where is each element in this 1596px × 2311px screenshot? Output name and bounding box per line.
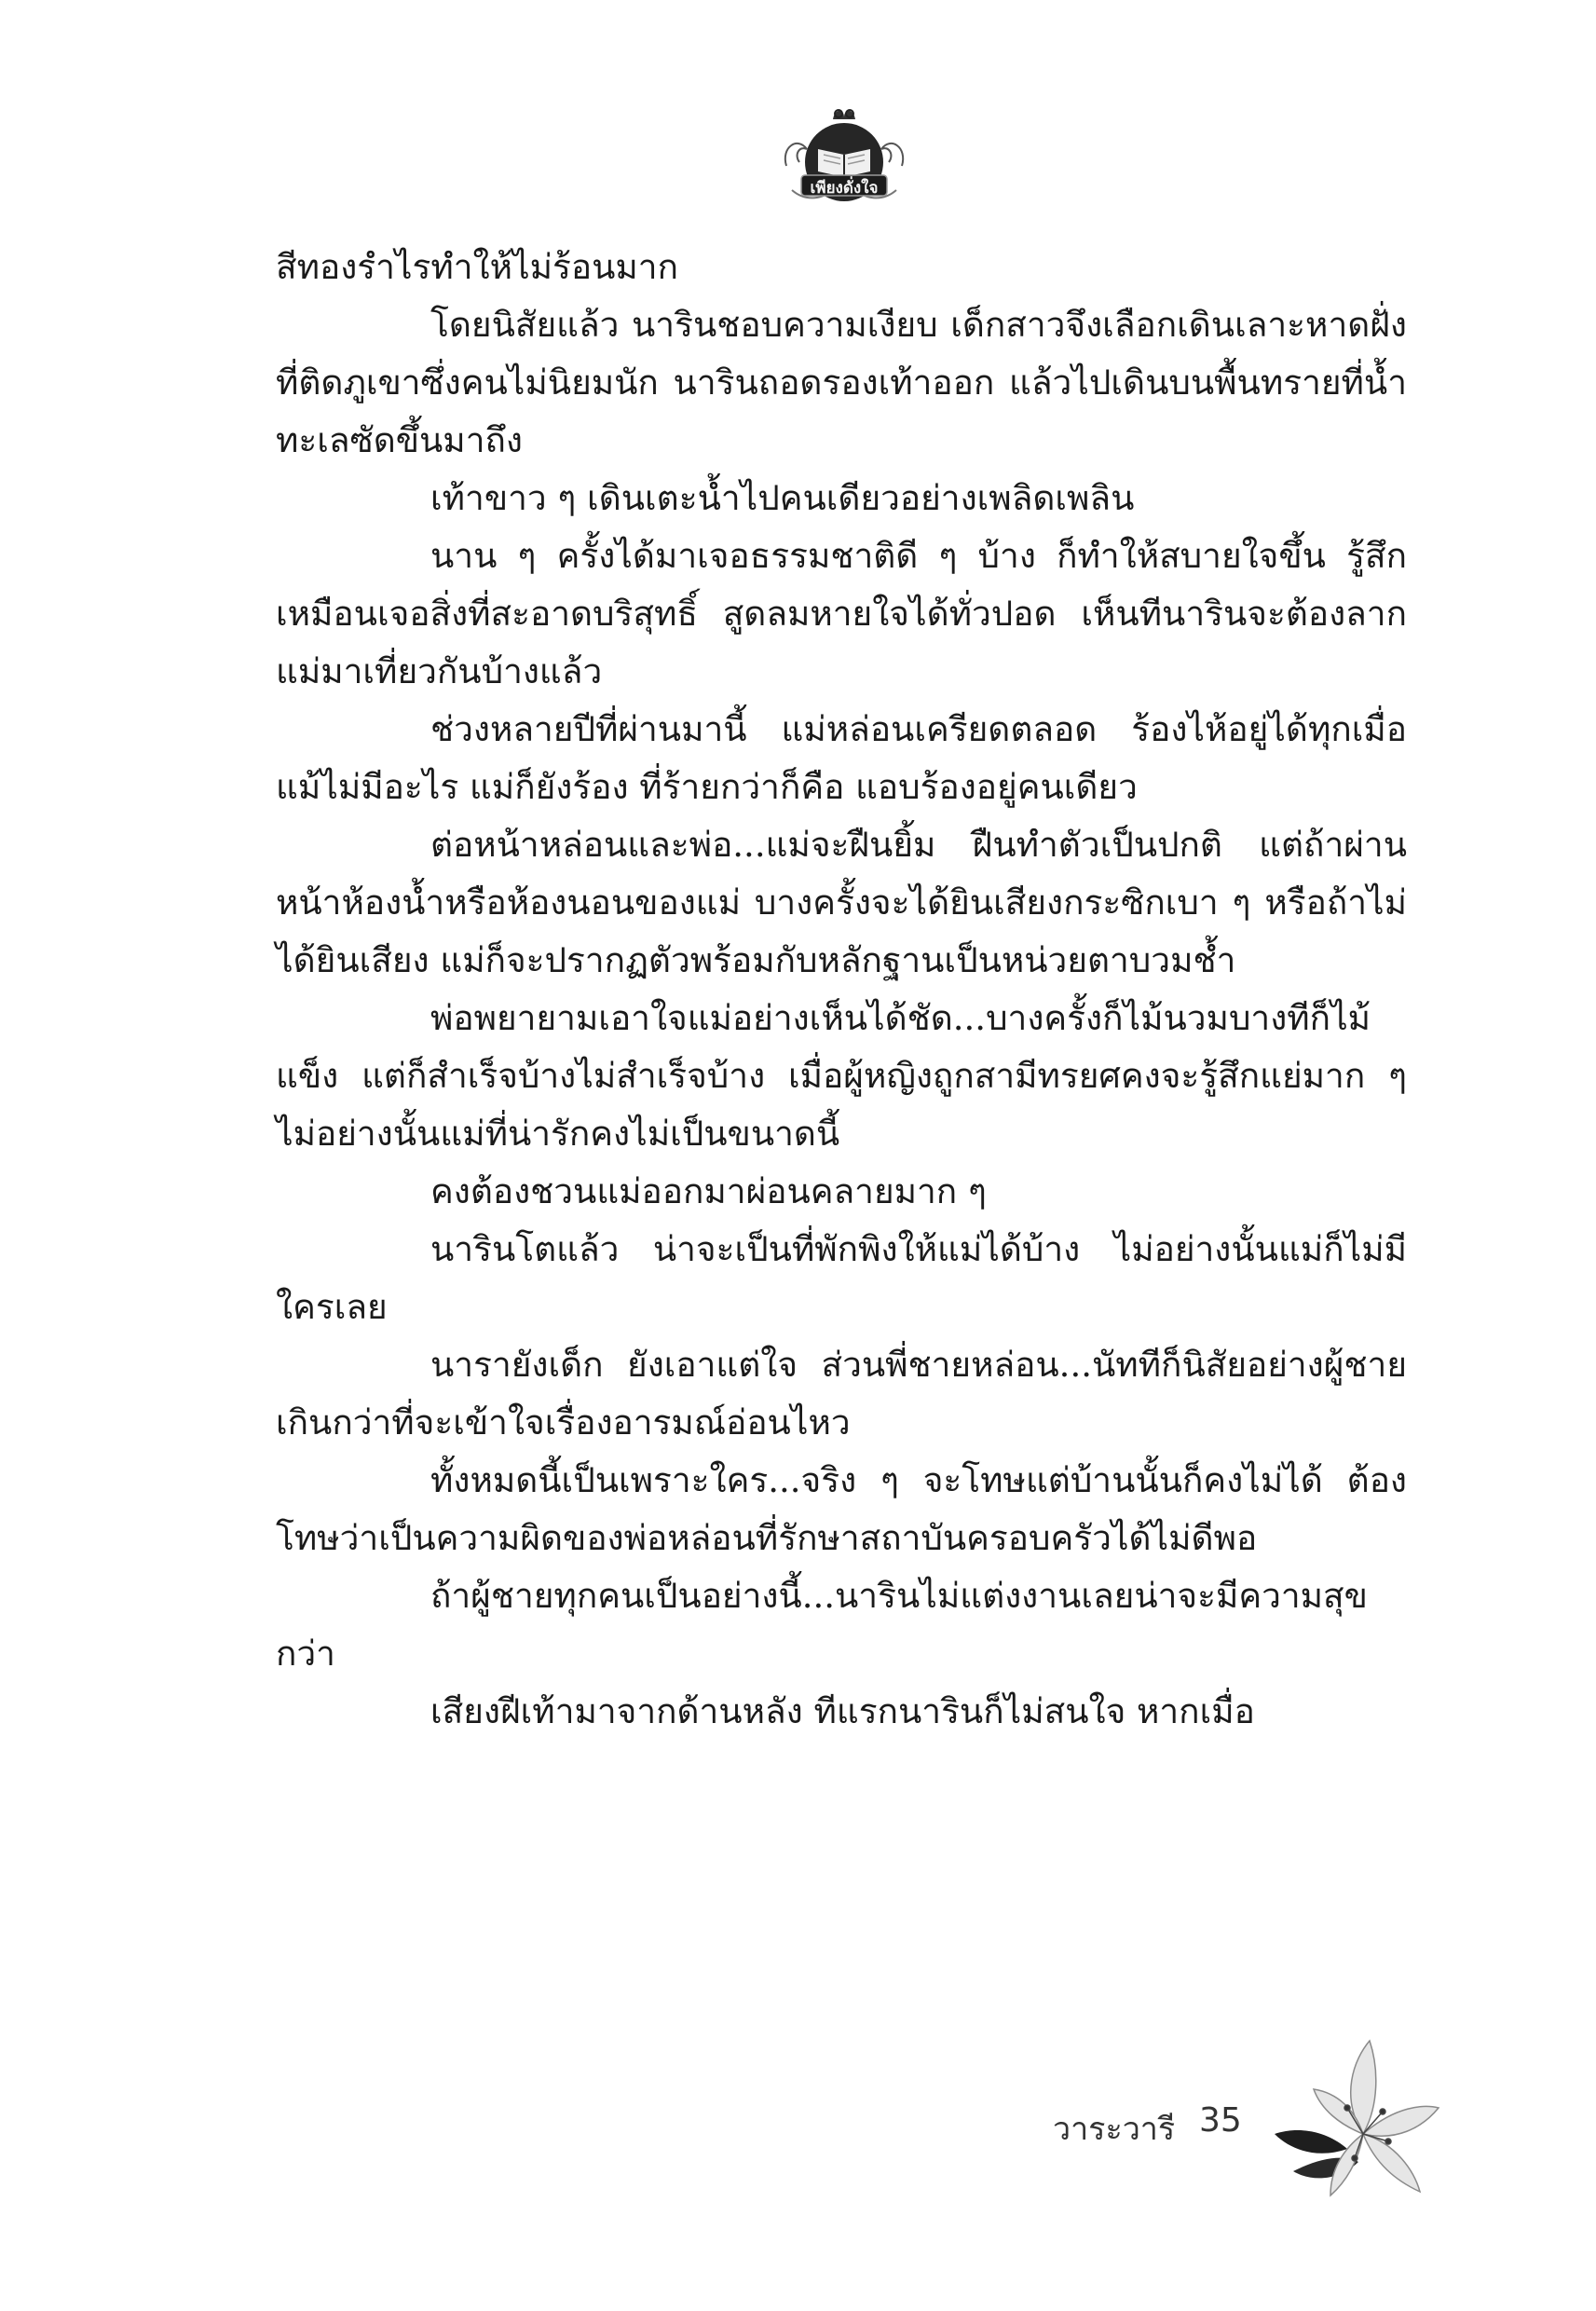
logo-text: เพียงดั่งใจ	[810, 179, 879, 198]
lily-flower-icon	[1265, 2031, 1442, 2199]
publisher-logo	[779, 101, 909, 211]
paragraph: ทั้งหมดนี้เป็นเพราะใคร...จริง ๆ จะโทษแต่บ้านนั้นก็คงไม่ได้ ต้องโทษว่าเป็นความผิดของพ่อหล่อนที่รักษาสถาบันครอบครัวได้ไม่ดีพอ	[276, 1460, 1407, 1558]
running-footer-title: วาระวารี	[1053, 2111, 1176, 2148]
page-number: 35	[1199, 2101, 1242, 2140]
paragraph: เท้าขาว ๆ เดินเตะน้ำไปคนเดียวอย่างเพลิดเพลิน	[430, 478, 1135, 518]
paragraph: พ่อพยายามเอาใจแม่อย่างเห็นได้ชัด...บางครั้งก็ไม้นวมบางทีก็ไม้แข็ง แต่ก็สำเร็จบ้างไม่สำเร็จบ้าง เมื่อผู้หญิงถูกสามีทรยศคงจะรู้สึกแย่มาก ๆ ไม่อย่างนั้นแม่ที่น่ารักคงไม่เป็นขนาดนี้	[276, 998, 1407, 1154]
paragraph: คงต้องชวนแม่ออกมาผ่อนคลายมาก ๆ	[430, 1171, 987, 1211]
paragraph: นาน ๆ ครั้งได้มาเจอธรรมชาติดี ๆ บ้าง ก็ทำให้สบายใจขึ้น รู้สึกเหมือนเจอสิ่งที่สะอาดบริสุทธิ์ สูดลมหายใจได้ทั่วปอด เห็นทีนารินจะต้องลากแม่มาเที่ยวกันบ้างแล้ว	[276, 536, 1407, 691]
paragraph: ถ้าผู้ชายทุกคนเป็นอย่างนี้...นารินไม่แต่งงานเลยน่าจะมีความสุขกว่า	[276, 1576, 1368, 1674]
paragraph: ต่อหน้าหล่อนและพ่อ...แม่จะฝืนยิ้ม ฝืนทำตัวเป็นปกติ แต่ถ้าผ่านหน้าห้องน้ำหรือห้องนอนของแม่ บางครั้งจะได้ยินเสียงกระซิกเบา ๆ หรือถ้าไม่ได้ยินเสียง แม่ก็จะปรากฏตัวพร้อมกับหลักฐานเป็นหน่วยตาบวมช้ำ	[276, 825, 1407, 980]
body-text	[276, 239, 1407, 1741]
paragraph: นารินโตแล้ว น่าจะเป็นที่พักพิงให้แม่ได้บ้าง ไม่อย่างนั้นแม่ก็ไม่มีใครเลย	[276, 1229, 1407, 1327]
paragraph: นารายังเด็ก ยังเอาแต่ใจ ส่วนพี่ชายหล่อน...นัททีก็นิสัยอย่างผู้ชายเกินกว่าที่จะเข้าใจเรื่องอารมณ์อ่อนไหว	[276, 1345, 1407, 1443]
paragraph: โดยนิสัยแล้ว นารินชอบความเงียบ เด็กสาวจึงเลือกเดินเลาะหาดฝั่งที่ติดภูเขาซึ่งคนไม่นิยมนัก นารินถอดรองเท้าออก แล้วไปเดินบนพื้นทรายที่น้ำทะเลซัดขึ้นมาถึง	[276, 305, 1407, 460]
paragraph: สีทองรำไรทำให้ไม่ร้อนมาก	[276, 247, 678, 287]
paragraph: เสียงฝีเท้ามาจากด้านหลัง ทีแรกนารินก็ไม่สนใจ หากเมื่อ	[430, 1691, 1255, 1731]
paragraph: ช่วงหลายปีที่ผ่านมานี้ แม่หล่อนเครียดตลอด ร้องไห้อยู่ได้ทุกเมื่อ แม้ไม่มีอะไร แม่ก็ยังร้อง ที่ร้ายกว่าก็คือ แอบร้องอยู่คนเดียว	[276, 709, 1407, 807]
